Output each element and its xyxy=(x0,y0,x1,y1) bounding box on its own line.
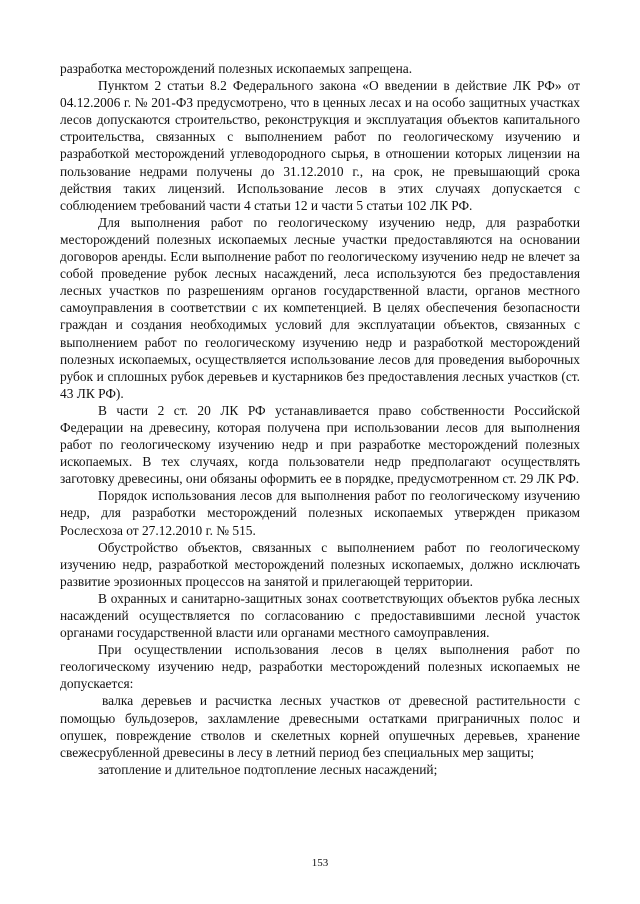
paragraph-prohibitions-intro: При осуществлении использования лесов в целях выполнения работ по геологическому изучению недр, разработки месторождений полезных ископаемых не допускается: xyxy=(60,642,580,692)
list-item-felling: валка деревьев и расчистка лесных участков от древесной растительности с помощью бульдозеров, захламление древесными остатками приграничных полос и опушек, повреждение стволов и скелетных корней опушечных деревьев, хранение свежесрубленной древесины в лесу в летний период без специальных мер защиты; xyxy=(60,693,580,760)
paragraph-protection-zones: В охранных и санитарно-защитных зонах соответствующих объектов рубка лесных насаждений осуществляется по согласованию с предоставившими лесной участок органами государственной власти или органами местного самоуправления. xyxy=(60,590,580,641)
paragraph-continuation: разработка месторождений полезных ископаемых запрещена. xyxy=(60,61,413,76)
list-item-flooding: затопление и длительное подтопление лесных насаждений; xyxy=(98,761,438,777)
document-body xyxy=(60,60,580,778)
page-number: 153 xyxy=(311,857,329,869)
paragraph-law-article: Пунктом 2 статьи 8.2 Федерального закона «О введении в действие ЛК РФ» от 04.12.2006 г. № 201-ФЗ предусмотрено, что в ценных лесах и на особо защитных участках лесов допускаются строительство, реконструкция и эксплуатация объектов капитального строительства, связанных с выполнением работ по геологическому изучению и разработкой месторождений углеводородного сырья, в отношении которых лицензии на пользование недрами получены до 31.12.2010 г., на срок, не превышающий срока действия таких лицензий. Использование лесов в этих случаях допускается с соблюдением требований части 4 статьи 12 и части 5 статьи 102 ЛК РФ. xyxy=(60,78,580,213)
paragraph-timber-ownership: В части 2 ст. 20 ЛК РФ устанавливается право собственности Российской Федерации на древесину, которая получена при использовании лесов для выполнения работ по геологическому изучению недр и при разработке месторождений полезных ископаемых. В тех случаях, когда пользователи недр предполагают осуществлять заготовку древесины, они обязаны оформить ее в порядке, предусмотренном ст. 29 ЛК РФ. xyxy=(60,402,580,487)
paragraph-site-arrangement: Обустройство объектов, связанных с выполнением работ по геологическому изучению недр, разработкой месторождений полезных ископаемых, должно исключать развитие эрозионных процессов на занятой и прилегающей территории. xyxy=(60,539,580,589)
paragraph-usage-order: Порядок использования лесов для выполнения работ по геологическому изучению недр, для разработки месторождений полезных ископаемых утвержден приказом Рослесхоза от 27.12.2010 г. № 515. xyxy=(60,488,580,538)
paragraph-lease-requirements: Для выполнения работ по геологическому изучению недр, для разработки месторождений полезных ископаемых лесные участки предоставляются на основании договоров аренды. Если выполнение работ по геологическому изучению недр не влечет за собой проведение рубок лесных насаждений, леса используются без предоставления лесных участков по разрешениям органов государственной власти, органов местного самоуправления в соответствии с их компетенцией. В целях обеспечения безопасности граждан и создания необходимых условий для эксплуатации объектов, связанных с выполнением работ по геологическому изучению недр и разработкой месторождений полезных ископаемых, осуществляется использование лесов для проведения выборочных рубок и сплошных рубок деревьев и кустарников без предоставления лесных участков (ст. 43 ЛК РФ). xyxy=(60,214,580,401)
